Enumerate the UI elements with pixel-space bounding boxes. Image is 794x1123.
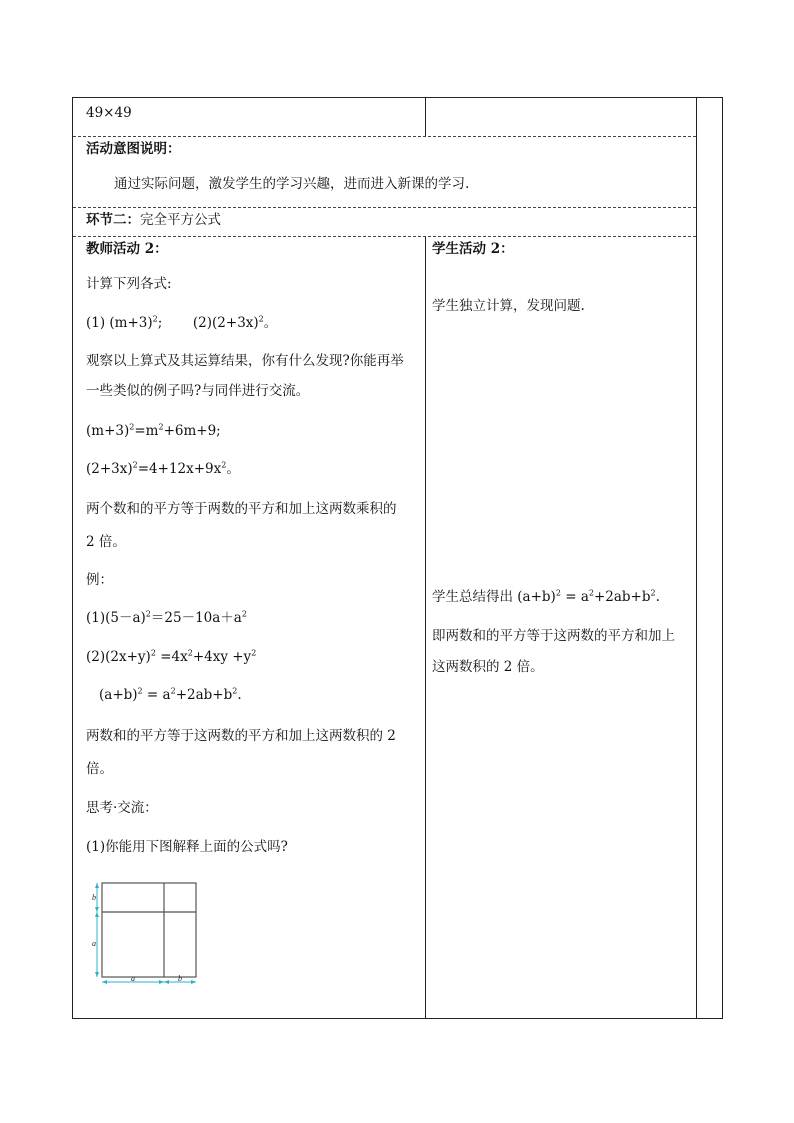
summary-line-2: 2 倍。 bbox=[86, 534, 126, 550]
exercise-2: (2)(2+3x) bbox=[192, 315, 259, 331]
formula-part: . bbox=[237, 687, 242, 703]
student-summary-part: +2ab+b bbox=[593, 589, 651, 605]
calc-prompt: 计算下列各式: bbox=[86, 276, 172, 292]
example-1-part: ＝25－10a＋a bbox=[150, 610, 242, 626]
example-1-part: (1)(5－a) bbox=[86, 610, 146, 626]
section-label: 环节二： bbox=[86, 212, 140, 228]
arrow-head-icon bbox=[191, 980, 196, 984]
result-1 bbox=[86, 422, 221, 440]
label-top-b: b bbox=[92, 893, 96, 902]
square-diagram bbox=[92, 878, 204, 986]
formula bbox=[99, 686, 242, 704]
formula-part: +2ab+b bbox=[175, 687, 233, 703]
result-1-part: =m bbox=[134, 423, 159, 439]
think-label: 思考·交流： bbox=[86, 800, 158, 816]
superscript: 2 bbox=[187, 648, 193, 658]
conclusion-line-1: 两数和的平方等于这两数的平方和加上这两数积的 2 bbox=[86, 728, 396, 744]
student-summary-part: 学生总结得出 (a+b) bbox=[432, 589, 556, 605]
formula-part: = a bbox=[142, 687, 171, 703]
label-bottom-b: b bbox=[178, 974, 182, 983]
arrow-head-icon bbox=[95, 912, 99, 917]
student-summary bbox=[432, 588, 660, 606]
outer-square bbox=[102, 883, 196, 977]
row-separator bbox=[73, 136, 696, 137]
result-2-part: =4+12x+9x bbox=[137, 461, 222, 477]
superscript: 2 bbox=[221, 460, 227, 470]
student-explain-line-2: 这两数积的 2 倍。 bbox=[432, 659, 544, 675]
result-1-part: (m+3) bbox=[86, 423, 130, 439]
arrow-head-icon bbox=[102, 980, 107, 984]
exercises-line: (1) $(m+3)^2$; $(2)(2+3x)^2$。 bbox=[86, 314, 278, 331]
arrow-head-icon bbox=[95, 907, 99, 912]
column-divider-main bbox=[425, 236, 426, 1019]
result-1-part: +6m+9; bbox=[163, 423, 221, 439]
student-explain-line-1: 即两数和的平方等于这两数的平方和加上 bbox=[432, 628, 675, 644]
row-separator bbox=[73, 236, 696, 237]
label-left-a: a bbox=[92, 939, 96, 948]
observe-line-2: 一些类似的例子吗?与同伴进行交流。 bbox=[86, 383, 310, 399]
teacher-heading: 教师活动 2： bbox=[86, 241, 168, 257]
superscript: 2 bbox=[251, 648, 257, 658]
superscript: 2 bbox=[129, 422, 135, 432]
section-title: 完全平方公式 bbox=[140, 212, 221, 228]
result-2 bbox=[86, 460, 240, 478]
observe-line-1: 观察以上算式及其运算结果，你有什么发现?你能再举 bbox=[86, 353, 404, 369]
student-summary-part: = a bbox=[560, 589, 589, 605]
superscript: 2 bbox=[232, 686, 238, 696]
student-heading: 学生活动 2： bbox=[432, 241, 514, 257]
superscript: 2 bbox=[152, 314, 158, 324]
example-2 bbox=[86, 648, 256, 666]
result-2-part: 。 bbox=[226, 461, 240, 477]
student-activity: 学生独立计算，发现问题. bbox=[432, 298, 585, 314]
superscript: 2 bbox=[170, 686, 176, 696]
arrow-head-icon bbox=[159, 980, 164, 984]
superscript: 2 bbox=[158, 422, 164, 432]
row1-text: 49×49 bbox=[86, 105, 132, 121]
column-divider-row1 bbox=[425, 97, 426, 136]
row-separator bbox=[73, 207, 696, 208]
superscript: 2 bbox=[650, 588, 656, 598]
question-1: (1)你能用下图解释上面的公式吗? bbox=[86, 839, 288, 855]
result-2-part: (2+3x) bbox=[86, 461, 133, 477]
example-2-part: +4xy +y bbox=[192, 649, 252, 665]
label-bottom-a: a bbox=[131, 974, 135, 983]
column-divider-right bbox=[696, 97, 697, 1019]
exercise-1: (1) (m+3) bbox=[86, 315, 153, 331]
superscript: 2 bbox=[241, 609, 247, 619]
superscript: 2 bbox=[588, 588, 594, 598]
formula-part: (a+b) bbox=[99, 687, 138, 703]
summary-line-1: 两个数和的平方等于两数的平方和加上这两数乘积的 bbox=[86, 501, 397, 517]
example-2-part: (2)(2x+y) bbox=[86, 649, 151, 665]
student-summary-part: . bbox=[655, 589, 660, 605]
section-heading bbox=[86, 211, 221, 229]
arrow-head-icon bbox=[164, 980, 169, 984]
superscript: 2 bbox=[132, 460, 138, 470]
example-2-part: =4x bbox=[155, 649, 188, 665]
superscript: 2 bbox=[137, 686, 143, 696]
conclusion-line-2: 倍。 bbox=[86, 761, 113, 777]
arrow-head-icon bbox=[95, 883, 99, 888]
example-label: 例： bbox=[86, 572, 113, 588]
intent-title: 活动意图说明： bbox=[86, 141, 181, 157]
superscript: 2 bbox=[150, 648, 156, 658]
arrow-head-icon bbox=[95, 972, 99, 977]
superscript: 2 bbox=[555, 588, 561, 598]
intent-body: 通过实际问题，激发学生的学习兴趣，进而进入新课的学习. bbox=[114, 176, 470, 192]
superscript: 2 bbox=[258, 314, 264, 324]
superscript: 2 bbox=[145, 609, 151, 619]
example-1 bbox=[86, 609, 247, 627]
